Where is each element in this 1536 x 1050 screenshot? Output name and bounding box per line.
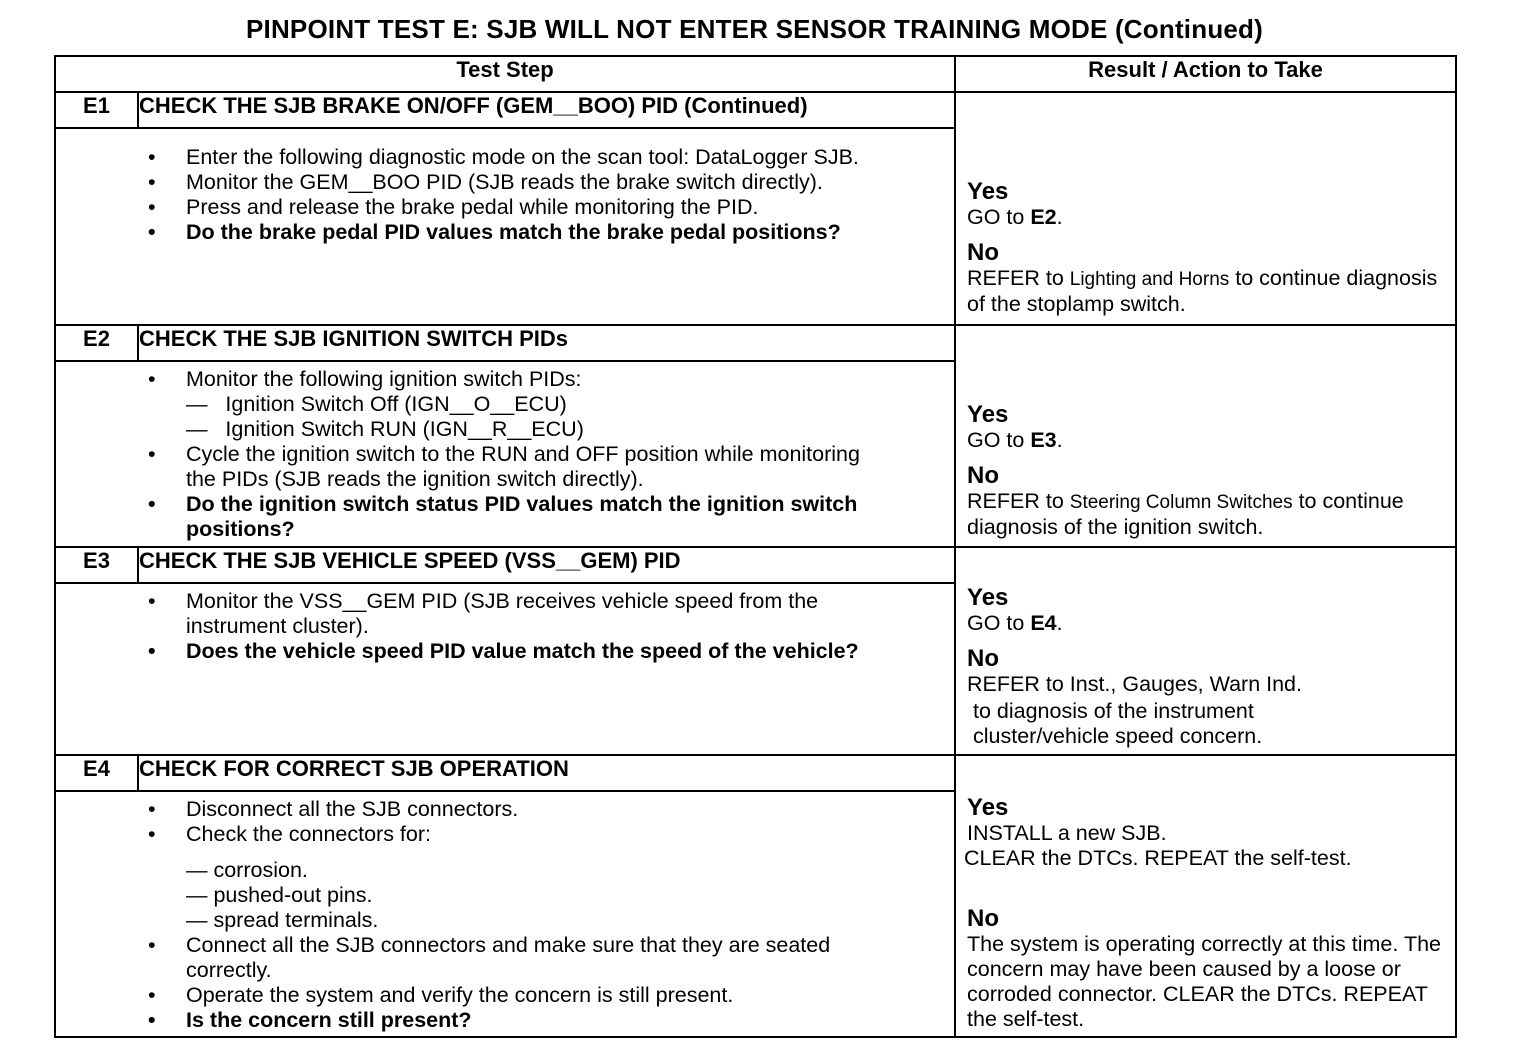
header-result: Result / Action to Take (955, 56, 1456, 92)
step-title: CHECK FOR CORRECT SJB OPERATION (138, 755, 955, 791)
no-label: No (967, 645, 1000, 672)
list-item: • Monitor the VSS__GEM PID (SJB receives vehicle speed from the instrument cluster). (148, 589, 819, 638)
step-title: CHECK THE SJB VEHICLE SPEED (VSS__GEM) PID (138, 547, 955, 583)
yes-label: Yes (967, 401, 1009, 428)
yes-label: Yes (967, 794, 1009, 821)
step-e2-result (955, 325, 1456, 547)
step-id: E2 (55, 325, 138, 361)
sub-item: — Ignition Switch RUN (IGN__R__ECU) (186, 417, 584, 441)
step-e3-body (55, 583, 955, 755)
sub-item: — Ignition Switch Off (IGN__O__ECU) (186, 392, 567, 416)
sub-item: — corrosion. (186, 858, 308, 882)
no-action-line: cluster/vehicle speed concern. (967, 724, 1263, 748)
no-action: REFER to Inst., Gauges, Warn Ind. (967, 672, 1302, 696)
list-item: • Check the connectors for: — corrosion. — pushed-out pins. — spread terminals. (186, 822, 886, 933)
step-e1-body (55, 128, 955, 325)
step-question: • Do the brake pedal PID values match the brake pedal positions? (148, 220, 841, 244)
list-item: • Monitor the GEM__BOO PID (SJB reads the brake switch directly). (148, 170, 823, 194)
step-e3-title-row (55, 547, 1456, 583)
no-label: No (967, 239, 1000, 266)
sub-item: — pushed-out pins. (186, 883, 373, 907)
step-id: E3 (55, 547, 138, 583)
step-e1-title-row (55, 92, 1456, 128)
step-question: • Does the vehicle speed PID value match the speed of the vehicle? (148, 639, 859, 663)
table-header-row (55, 56, 1456, 92)
list-item: • Disconnect all the SJB connectors. (148, 797, 519, 821)
list-item: • Enter the following diagnostic mode on the scan tool: DataLogger SJB. (148, 145, 859, 169)
no-action: REFER to Lighting and Horns to continue diagnosis of the stoplamp switch. (967, 266, 1438, 316)
yes-label: Yes (967, 584, 1009, 611)
step-title: CHECK THE SJB BRAKE ON/OFF (GEM__BOO) PID (Continued) (138, 92, 955, 128)
list-item: • Monitor the following ignition switch PIDs: — Ignition Switch Off (IGN__O__ECU) — Ignition Switch RUN (IGN__R__ECU) (186, 367, 876, 442)
pinpoint-test-table (54, 55, 1457, 1038)
sub-item: — spread terminals. (186, 908, 379, 932)
step-e3-result (955, 547, 1456, 755)
step-e2-title-row (55, 325, 1456, 361)
step-e4-result (955, 755, 1456, 1037)
no-label: No (967, 462, 1000, 489)
no-action-line: to diagnosis of the instrument (967, 699, 1254, 723)
no-action: REFER to Steering Column Switches to continue diagnosis of the ignition switch. (967, 489, 1404, 539)
step-e4-body (55, 791, 955, 1037)
yes-action: INSTALL a new SJB. (967, 821, 1167, 845)
page-title: PINPOINT TEST E: SJB WILL NOT ENTER SENSOR TRAINING MODE (Continued) (245, 14, 1263, 44)
step-e2-body (55, 361, 955, 547)
yes-action-line: CLEAR the DTCs. REPEAT the self-test. (964, 846, 1352, 870)
step-e1-result (955, 92, 1456, 325)
step-title: CHECK THE SJB IGNITION SWITCH PIDs (138, 325, 955, 361)
list-item: • Cycle the ignition switch to the RUN and OFF position while monitoring the PIDs (SJB reads the ignition switch directly). (148, 442, 860, 491)
no-action: The system is operating correctly at this time. The concern may have been caused by a loose or corroded connector. CLEAR the DTCs. REPEAT the self-test. (967, 932, 1441, 1031)
step-question: • Do the ignition switch status PID values match the ignition switch positions? (148, 492, 858, 541)
step-question: • Is the concern still present? (148, 1008, 472, 1032)
step-id: E1 (55, 92, 138, 128)
list-item: • Connect all the SJB connectors and make sure that they are seated correctly. (148, 933, 831, 982)
no-label: No (967, 905, 1000, 932)
yes-action: GO to E4. (967, 611, 1063, 635)
yes-action: GO to E3. (967, 428, 1063, 452)
step-id: E4 (55, 755, 138, 791)
yes-action: GO to E2. (967, 205, 1063, 229)
header-test-step: Test Step (55, 56, 955, 92)
step-e4-title-row (55, 755, 1456, 791)
list-item: • Operate the system and verify the concern is still present. (148, 983, 734, 1007)
list-item: • Press and release the brake pedal while monitoring the PID. (148, 195, 759, 219)
yes-label: Yes (967, 178, 1009, 205)
